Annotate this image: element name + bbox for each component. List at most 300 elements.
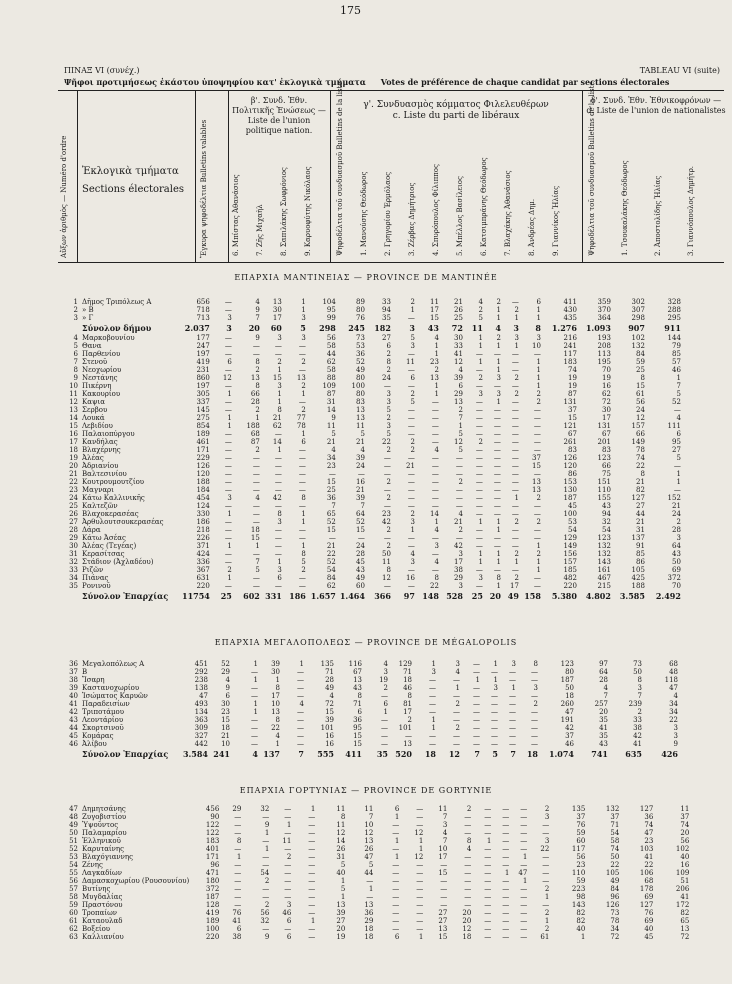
cell-value: —	[251, 740, 258, 748]
cell-value: 87	[250, 438, 260, 446]
total-row	[58, 590, 683, 602]
cell-value: 2	[410, 390, 415, 398]
cell-value: 53	[355, 342, 365, 350]
province-title: ΕΠΑΡΧΙΑ ΜΑΝΤΙΝΕΙΑΣ — PROVINCE DE MANTINÉE	[234, 273, 498, 282]
cell-value: 2	[536, 390, 541, 398]
total-value: 1.464	[339, 591, 365, 601]
section-name: Κερασίτσας	[82, 550, 125, 558]
cell-value: 84	[326, 574, 336, 582]
cell-value: 21	[405, 462, 415, 470]
cell-value: 103	[639, 845, 654, 853]
section-name: Ρονινοῦ	[82, 582, 111, 590]
cell-value: 3	[386, 390, 391, 398]
cell-value: 44	[635, 510, 645, 518]
cell-value: —	[298, 350, 306, 358]
cell-value: 82	[635, 486, 645, 494]
cell-value: —	[416, 925, 424, 933]
total-value: 137	[263, 749, 280, 759]
sections-heading	[82, 163, 184, 199]
cell-value: 56	[576, 853, 586, 861]
cell-value: —	[533, 574, 541, 582]
cell-value: 126	[605, 901, 620, 909]
cell-value: 11	[405, 358, 415, 366]
cell-value: —	[431, 454, 439, 462]
cell-value: 41	[680, 893, 690, 901]
cell-value: 44	[326, 350, 336, 358]
cell-value: —	[475, 494, 483, 502]
table-row	[58, 550, 683, 558]
cell-value: 4	[673, 692, 678, 700]
cell-value: 189	[205, 917, 220, 925]
section-name: Τριποτάμου	[82, 708, 124, 716]
cell-value: 30	[601, 406, 611, 414]
cell-value: —	[392, 869, 400, 877]
cell-value: 39	[355, 494, 365, 502]
cell-value: 189	[196, 430, 210, 438]
cell-value: —	[234, 877, 242, 885]
cell-value: —	[284, 829, 292, 837]
cell-value: —	[383, 382, 391, 390]
cell-value: —	[475, 502, 483, 510]
cell-value: —	[484, 853, 492, 861]
candidate-heading: 6. Μπίστας Ἀθανάσιος	[232, 174, 240, 256]
cell-value: —	[298, 398, 306, 406]
cell-value: 16	[405, 574, 415, 582]
cell-value: 411	[563, 298, 577, 306]
cell-value: 11	[364, 805, 374, 813]
cell-value: 113	[597, 350, 611, 358]
cell-value: 1	[418, 933, 424, 941]
cell-value: 7	[442, 813, 448, 821]
cell-value: 3	[301, 334, 306, 342]
cell-value: 71	[353, 700, 362, 708]
cell-value: 188	[631, 582, 645, 590]
cell-value: 27	[438, 909, 448, 917]
cell-value: 17	[271, 692, 280, 700]
cell-value: —	[533, 582, 541, 590]
cell-value: —	[224, 478, 232, 486]
cell-value: —	[274, 454, 282, 462]
cell-value: 44	[364, 869, 374, 877]
cell-value: —	[224, 550, 232, 558]
cell-value: 123	[560, 660, 574, 668]
cell-value: 68	[669, 660, 678, 668]
cell-value: —	[502, 861, 510, 869]
cell-value: —	[453, 740, 460, 748]
cell-value: —	[308, 877, 316, 885]
cell-value: 430	[563, 306, 577, 314]
province-title: ΕΠΑΡΧΙΑ ΓΟΡΤΥΝΙΑΣ — PROVINCE DE GORTYNIE	[239, 786, 493, 795]
row-number: 52	[69, 845, 78, 853]
cell-value: —	[383, 470, 391, 478]
cell-value: 29	[232, 805, 242, 813]
cell-value: 1	[253, 676, 258, 684]
cell-value: 7	[255, 558, 260, 566]
cell-value: 15	[326, 478, 336, 486]
cell-value: 2	[514, 574, 519, 582]
section-name: Καστανοχωρίου	[82, 684, 140, 692]
cell-value: 2	[478, 438, 483, 446]
total-value: 158	[524, 591, 541, 601]
total-value: 35	[376, 749, 388, 759]
section-name: Πιάνας	[82, 574, 109, 582]
cell-value: 122	[205, 829, 220, 837]
section-name: Ριζῶν	[82, 566, 104, 574]
cell-value: 42	[381, 518, 391, 526]
cell-value: 18	[250, 526, 260, 534]
cell-value: 4	[360, 446, 365, 454]
cell-value: 13	[296, 374, 306, 382]
cell-value: 1	[511, 684, 516, 692]
cell-value: —	[284, 925, 292, 933]
cell-value: 288	[667, 306, 681, 314]
cell-value: —	[274, 430, 282, 438]
section-name: Στενοῦ	[82, 358, 108, 366]
cell-value: 3	[458, 550, 463, 558]
cell-value: 62	[326, 358, 336, 366]
province-table	[58, 660, 680, 760]
total-value: 186	[289, 591, 306, 601]
table-row	[58, 342, 683, 350]
cell-value: —	[491, 724, 498, 732]
cell-value: 27	[381, 334, 391, 342]
cell-value: 2	[410, 298, 415, 306]
section-name: Βλαχέρνης	[82, 446, 121, 454]
subtotal-value: 5	[300, 323, 306, 333]
cell-value: 30	[221, 700, 230, 708]
cell-value: 208	[597, 342, 611, 350]
cell-value: 187	[205, 893, 220, 901]
cell-value: —	[542, 861, 550, 869]
total-value: 5	[492, 749, 498, 759]
cell-value: —	[308, 845, 316, 853]
cell-value: 5	[478, 314, 483, 322]
cell-value: 132	[631, 342, 645, 350]
cell-value: 117	[563, 350, 577, 358]
cell-value: 49	[325, 684, 334, 692]
row-number: 56	[69, 877, 78, 885]
cell-value: 10	[271, 700, 280, 708]
cell-value: —	[262, 925, 270, 933]
row-number: 35	[69, 582, 78, 590]
cell-value: 2	[478, 374, 483, 382]
valid-ballots-label: Ἔγκυρα ψηφοδέλτια Bulletins valables	[200, 119, 208, 258]
cell-value: 77	[296, 414, 306, 422]
cell-value: —	[274, 462, 282, 470]
cell-value: 43	[355, 566, 365, 574]
cell-value: 22	[326, 550, 336, 558]
cell-value: 96	[610, 893, 620, 901]
cell-value: —	[224, 534, 232, 542]
cell-value: —	[284, 861, 292, 869]
cell-value: 2	[455, 724, 460, 732]
cell-value: 195	[597, 358, 611, 366]
cell-value: 1	[496, 398, 501, 406]
cell-value: 1	[431, 716, 436, 724]
section-name: Ἀλέας	[82, 454, 104, 462]
cell-value: 6	[394, 933, 400, 941]
cell-value: —	[475, 470, 483, 478]
cell-value: 4	[455, 668, 460, 676]
cell-value: 2	[410, 446, 415, 454]
section-name: Ἀλέας (Τεγέας)	[82, 542, 137, 550]
cell-value: 8	[277, 510, 282, 518]
cell-value: 298	[631, 314, 645, 322]
cell-value: 8	[275, 684, 280, 692]
subtotal-value: 4	[495, 323, 501, 333]
cell-value: —	[381, 740, 388, 748]
cell-value: —	[405, 732, 412, 740]
cell-value: —	[308, 837, 316, 845]
cell-value: —	[224, 518, 232, 526]
cell-value: —	[392, 877, 400, 885]
cell-value: 26	[336, 845, 346, 853]
cell-value: 3	[301, 314, 306, 322]
cell-value: —	[511, 446, 519, 454]
cell-value: —	[224, 350, 232, 358]
cell-value: —	[224, 446, 232, 454]
cell-value: 100	[351, 382, 365, 390]
cell-value: 95	[326, 306, 336, 314]
cell-value: 419	[205, 909, 220, 917]
cell-value: 132	[597, 542, 611, 550]
table-row	[58, 518, 683, 526]
cell-value: 29	[453, 574, 463, 582]
cell-value: —	[493, 470, 501, 478]
cell-value: —	[234, 821, 242, 829]
cell-value: —	[308, 853, 316, 861]
cell-value: 1	[676, 374, 681, 382]
cell-value: 47	[518, 869, 528, 877]
cell-value: —	[224, 298, 232, 306]
cell-value: —	[416, 901, 424, 909]
cell-value: 20	[599, 708, 608, 716]
cell-value: 2	[386, 366, 391, 374]
cell-value: 145	[196, 406, 210, 414]
row-number: 17	[69, 438, 78, 446]
cell-value: 2	[301, 406, 306, 414]
cell-value: 73	[633, 660, 642, 668]
cell-value: —	[416, 813, 424, 821]
cell-value: —	[224, 462, 232, 470]
cell-value: 161	[597, 566, 611, 574]
section-name: Βλαχοκερασέας	[82, 510, 139, 518]
cell-value: —	[542, 821, 550, 829]
cell-value: 302	[631, 298, 645, 306]
cell-value: 20	[680, 829, 690, 837]
cell-value: —	[473, 660, 480, 668]
cell-value: —	[392, 925, 400, 933]
cell-value: —	[475, 430, 483, 438]
cell-value: 38	[453, 566, 463, 574]
cell-value: —	[407, 422, 415, 430]
cell-value: 1	[580, 933, 586, 941]
total-value: 148	[422, 591, 439, 601]
table-row	[58, 708, 680, 716]
cell-value: 6	[286, 917, 292, 925]
cell-value: 2	[536, 494, 541, 502]
cell-value: —	[533, 510, 541, 518]
table-row	[58, 306, 683, 314]
cell-value: 4	[434, 334, 439, 342]
cell-value: 60	[355, 582, 365, 590]
cell-value: —	[431, 414, 439, 422]
cell-value: —	[484, 885, 492, 893]
row-number: 57	[69, 885, 78, 893]
total-label: Σύνολον Ἐπαρχίας	[82, 591, 169, 601]
subtotal-value: 245	[348, 323, 365, 333]
cell-value: —	[502, 821, 510, 829]
cell-value: 456	[205, 805, 220, 813]
cell-value: —	[252, 582, 260, 590]
cell-value: 1	[493, 660, 498, 668]
cell-value: 4	[603, 684, 608, 692]
total-value: 426	[661, 749, 678, 759]
subtotal-value: 182	[374, 323, 391, 333]
cell-value: 23	[644, 837, 654, 845]
cell-value: —	[531, 668, 538, 676]
cell-value: —	[502, 877, 510, 885]
cell-value: —	[493, 486, 501, 494]
cell-value: —	[491, 692, 498, 700]
cell-value: 1	[504, 869, 510, 877]
cell-value: 10	[531, 342, 541, 350]
cell-value: 1	[255, 542, 260, 550]
cell-value: —	[475, 350, 483, 358]
cell-value: 42	[633, 732, 642, 740]
cell-value: 2	[410, 438, 415, 446]
cell-value: —	[407, 314, 415, 322]
cell-value: —	[262, 861, 270, 869]
cell-value: 14	[272, 438, 282, 446]
section-name: Ἀδριανίου	[82, 462, 119, 470]
cell-value: 13	[336, 901, 346, 909]
cell-value: —	[234, 813, 242, 821]
cell-value: 4	[466, 845, 472, 853]
row-number: 25	[69, 502, 78, 510]
cell-value: 39	[271, 660, 280, 668]
cell-value: —	[224, 430, 232, 438]
cell-value: 1	[536, 566, 541, 574]
table-row	[58, 454, 683, 462]
cell-value: 2	[434, 366, 439, 374]
cell-value: 98	[576, 893, 586, 901]
cell-value: 22	[271, 724, 280, 732]
cell-value: —	[251, 716, 258, 724]
total-value: 1.074	[548, 749, 574, 759]
cell-value: —	[484, 821, 492, 829]
cell-value: —	[392, 893, 400, 901]
cell-value: 1	[455, 684, 460, 692]
section-name: Μαγναρι	[82, 486, 114, 494]
cell-value: 2	[544, 925, 550, 933]
cell-value: 17	[429, 306, 439, 314]
cell-value: 218	[196, 526, 210, 534]
cell-value: 61	[540, 933, 550, 941]
cell-value: 2	[458, 526, 463, 534]
cell-value: 59	[576, 829, 586, 837]
cell-value: 15	[221, 716, 230, 724]
cell-value: 3	[277, 334, 282, 342]
cell-value: 7	[368, 813, 374, 821]
cell-value: —	[407, 542, 415, 550]
section-name: Ἀλίβου	[82, 740, 107, 748]
cell-value: 16	[355, 478, 365, 486]
cell-value: —	[533, 350, 541, 358]
row-number: 45	[69, 732, 78, 740]
cell-value: 1	[434, 390, 439, 398]
candidate-heading: 1. Μανούσης Θεόδωρος	[360, 171, 368, 256]
cell-value: 5	[410, 398, 415, 406]
cell-value: —	[533, 438, 541, 446]
cell-value: —	[509, 716, 516, 724]
cell-value: —	[298, 478, 306, 486]
total-value: 18	[424, 749, 436, 759]
cell-value: 372	[205, 885, 220, 893]
cell-value: 1	[264, 845, 270, 853]
cell-value: 27	[438, 917, 448, 925]
cell-value: 56	[635, 398, 645, 406]
cell-value: 132	[597, 550, 611, 558]
cell-value: 67	[601, 430, 611, 438]
cell-value: —	[429, 700, 436, 708]
cell-value: 1	[496, 526, 501, 534]
cell-value: —	[366, 877, 374, 885]
cell-value: 96	[210, 861, 220, 869]
cell-value: —	[298, 534, 306, 542]
cell-value: 47	[364, 853, 374, 861]
cell-value: 17	[509, 582, 519, 590]
cell-value: —	[407, 366, 415, 374]
cell-value: 122	[205, 821, 220, 829]
cell-value: —	[224, 334, 232, 342]
section-name: Λουκά	[82, 414, 105, 422]
cell-value: 74	[610, 845, 620, 853]
cell-value: 4	[676, 414, 681, 422]
cell-value: —	[511, 366, 519, 374]
cell-value: 2	[514, 550, 519, 558]
cell-value: 13	[271, 708, 280, 716]
cell-value: 1	[514, 558, 519, 566]
cell-value: 126	[563, 454, 577, 462]
cell-value: 1	[299, 660, 304, 668]
cell-value: —	[383, 582, 391, 590]
cell-value: 42	[565, 724, 574, 732]
cell-value: 188	[246, 422, 260, 430]
cell-value: 1	[493, 676, 498, 684]
cell-value: —	[224, 526, 232, 534]
cell-value: —	[383, 534, 391, 542]
row-number: 58	[69, 893, 78, 901]
cell-value: 49	[610, 877, 620, 885]
cell-value: 454	[196, 494, 210, 502]
total-value: 18	[526, 749, 538, 759]
cell-value: 2	[301, 382, 306, 390]
cell-value: 231	[196, 366, 210, 374]
cell-value: 135	[571, 805, 586, 813]
cell-value: 5	[360, 430, 365, 438]
cell-value: 22	[381, 438, 391, 446]
cell-value: —	[502, 885, 510, 893]
cell-value: —	[251, 724, 258, 732]
cell-value: 106	[639, 869, 654, 877]
section-name: Καταουλαδ	[82, 917, 123, 925]
cell-value: —	[464, 877, 472, 885]
cell-value: 101	[398, 724, 412, 732]
cell-value: 43	[671, 550, 681, 558]
cell-value: 3	[496, 390, 501, 398]
cell-value: 482	[563, 574, 577, 582]
